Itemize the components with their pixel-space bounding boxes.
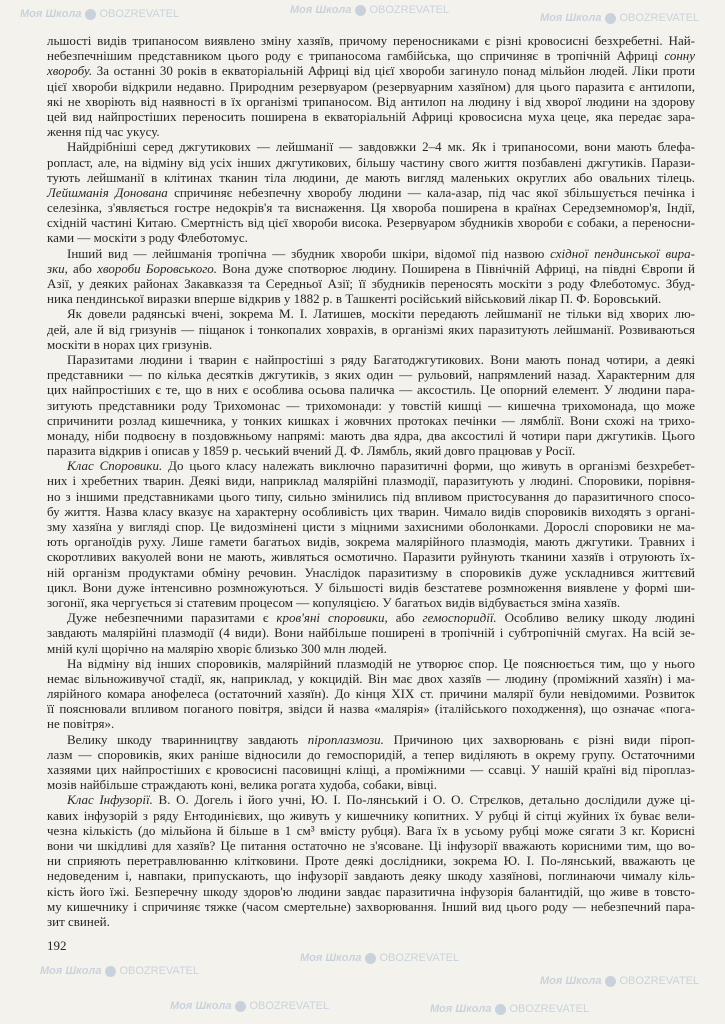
italic-term: Лейшманія Донована	[47, 184, 168, 200]
text-line: хазяями цих найпростіших є кровосисні пасовищні кліщі, а проміжними — ссавці. У нашій країні від піроплаз-	[47, 762, 695, 777]
text-line: вони чи шкідливі для хазяїв? Це питання остаточно не з'ясоване. Ці інфузорії вважають корисними тим, що во-	[47, 837, 695, 853]
text-line	[47, 732, 695, 747]
paragraph	[47, 732, 695, 793]
text-line: скоротливих вакуолей вони не мають, живляться осмотично. Паразити руйнують тканини хазяїв і отруюють їх-	[47, 549, 695, 565]
text-line: ній організм продуктами обміну речовин. Унаслідок паразитизму в споровиків дуже ускладнився життєвий	[47, 564, 695, 580]
text-line: дей, але й від гризунів — піщанок і тонкопалих ховрахів, в організмі яких паразитують лейшманії. Розвиваються	[47, 321, 695, 337]
watermark-logo	[290, 4, 449, 17]
text-line: східній частині Китаю. Смертність від цієї хвороби висока. Резервуаром збудників хвороби є собаки, а переносни-	[47, 215, 695, 231]
watermark-logo	[40, 965, 199, 978]
italic-term: Клас Споровики.	[67, 458, 163, 474]
watermark-text: Моя Школа	[20, 8, 82, 20]
text-line: зогонії, яка чергується зі статевим процесом — копуляцією. У багатьох видів відбувається зміна хазяїв.	[47, 594, 621, 610]
text-line: цей вид найпростіших переносить поширена в екваторіальній Африці кровосисна муха цеце, яка передає зара-	[47, 108, 695, 124]
text-segment: За останні 30 років в екваторіальній Африці від цієї хвороби загинуло понад мільйон людей. Ліки проти	[92, 63, 695, 79]
paragraph	[47, 306, 695, 352]
text-line: немає вільноживучої стадії, як, наприклад, у кокцидій. Він має двох хазяїв — людину (проміжний хазяїн) і ма-	[47, 670, 695, 686]
paragraph	[47, 246, 695, 307]
text-line: цих найпростіших є те, що в них є особлива осьова паличка — аксостиль. Це опорний елемент. У людини пара-	[47, 382, 695, 398]
text-line: ника пендинської виразки вперше відкрив у 1882 р. в Ташкенті російський військовий лікар П. Ф. Боровський.	[47, 291, 662, 307]
watermark-text: Моя Школа	[170, 1000, 232, 1012]
italic-term: Клас Інфузорії.	[67, 792, 153, 808]
text-line: чезна кількість (до мільйона й більше в 1 см³ вмісту рубця). Вага їх в усьому рубці може сягати 3 кг. Корисні	[47, 822, 695, 838]
watermark-logo	[540, 975, 699, 988]
text-line: ками — москіти з роду Флеботомус.	[47, 230, 248, 246]
text-line: зит свиней.	[47, 913, 110, 929]
text-segment: До цього класу належать виключно паразитичні форми, що живуть в організмі безхребет-	[162, 458, 696, 474]
text-line: які не хворіють від наявності в їх організмі трипаносом. Від антилоп на людину і від хворої людини на здорову	[47, 93, 695, 109]
watermark-text: OBOZREVATEL	[619, 12, 700, 24]
text-line: кавих інфузорій з ряду Ентодинієвих, що живуть у кишечнику копитних. У рубці й сітці жуйних їх буває вели-	[47, 807, 695, 823]
italic-term: сонну	[664, 48, 695, 64]
watermark-text: OBOZREVATEL	[369, 4, 450, 16]
text-line: цикл. Вони дуже інтенсивно розмножуються. У більшості видів безстатеве розмноження виявлене у формі ши-	[47, 579, 695, 595]
text-line: зитують представники роду Трихомонас — трихомонади: у товстій кишці — кишечна трихомонада, що може	[47, 397, 695, 413]
paragraph	[47, 656, 695, 732]
watermark-text: OBOZREVATEL	[119, 965, 200, 977]
paragraph	[47, 352, 695, 458]
text-line: На відміну від інших споровиків, малярійний плазмодій не утворює спор. Це пояснюється тим, що у нього	[67, 655, 695, 671]
text-line: її пояснювали впливом поганого повітря, звідси й назва «малярія» (італійського походження), що означає «пога-	[47, 701, 695, 717]
text-line	[47, 185, 695, 200]
text-line: му кишечнику і спричиняє тяжке (часом смертельне) захворювання. Інший вид цього роду — небезпечний пара-	[47, 898, 695, 914]
text-segment: Дуже небезпечними паразитами є	[67, 610, 277, 626]
italic-term: хвороби Боровського.	[97, 260, 218, 276]
text-line: Паразитами людини і тварин є найпростіші з ряду Багатоджгутикових. Вони мають понад чотири, а деякі	[67, 351, 695, 367]
text-line	[47, 63, 695, 78]
text-line: бу життя. Назва класу вказує на характерну особливість цих тварин. Чимало видів споровиків виходять з органі-	[47, 503, 695, 519]
text-line: цієї хвороби відкрили недавно. Природним резервуаром (резервуарним хазяїном) для цього паразита є антилопи,	[47, 78, 695, 94]
watermark-text: OBOZREVATEL	[619, 975, 700, 987]
text-line	[47, 792, 695, 807]
watermark-circle-icon	[105, 966, 116, 977]
text-line: паразита відкрив і описав у 1859 р. чеський вчений Д. Ф. Лямбль, який довго працював у Росії.	[47, 443, 576, 459]
italic-term: гемоспоридії.	[422, 610, 497, 626]
watermark-circle-icon	[235, 1001, 246, 1012]
watermark-logo	[300, 952, 459, 965]
italic-term: східної пендинської вира-	[550, 245, 695, 261]
watermark-text: OBOZREVATEL	[99, 8, 180, 20]
watermark-circle-icon	[365, 953, 376, 964]
watermark-logo	[430, 1003, 589, 1016]
page-number: 192	[47, 938, 67, 953]
text-segment: Інший вид — лейшманія тропічна — збудник хвороби шкіри, відомої під назвою	[67, 245, 551, 261]
text-line: лазм — споровиків, яких раніше відносили до гемоспоридій, а тепер виділяють в окрему групу. Остаточними	[47, 746, 695, 762]
watermark-text: OBOZREVATEL	[249, 1000, 330, 1012]
text-line	[47, 458, 695, 473]
text-line: льшості видів трипаносом виявлено зміну хазяїв, причому переносниками є різні кровосисні безхребетні. Най-	[47, 33, 695, 48]
watermark-circle-icon	[355, 5, 366, 16]
text-line	[47, 610, 695, 625]
text-line: москіти в норах цих гризунів.	[47, 336, 213, 352]
watermark-text: Моя Школа	[540, 975, 602, 987]
watermark-text: Моя Школа	[540, 12, 602, 24]
watermark-text: OBOZREVATEL	[509, 1003, 590, 1015]
text-segment: або	[387, 610, 423, 626]
watermark-logo	[20, 8, 179, 21]
text-line: ропласт, але, на відміну від усіх інших джгутикових, більшу частину свого життя позбавлені джгутиків. Парази-	[47, 154, 695, 170]
text-line: тують лейшманії в клітинах тканин тіла людини, де мають вигляд маленьких округлих або овальних тілець.	[47, 169, 695, 185]
text-line: мній кулі щорічно на малярію хворіє близько 300 млн людей.	[47, 640, 387, 656]
watermark-text: Моя Школа	[430, 1003, 492, 1015]
text-line: недоведеним і, навпаки, припускають, що інфузорії завдають деяку шкоду хазяїнові, поглинаючи чималу кіль-	[47, 868, 695, 884]
text-segment: Велику шкоду тваринництву завдають	[67, 731, 308, 747]
italic-term: кров'яні споровики,	[276, 610, 388, 626]
paragraph	[47, 458, 695, 610]
text-segment: небезпечнішим представником цього роду є трипаносома гамбійська, що спричиняє в тропічній Африці	[47, 48, 665, 64]
text-line: ни сприяють перетравлюванню клітковини. Проте деякі дослідники, зокрема Ю. І. По-лянський, вважають це	[47, 853, 695, 869]
text-line: ють органоїдів руху. Лише гамети багатьох видів, зокрема малярійного плазмодія, мають джгутики. Травних і	[47, 534, 695, 550]
text-line: лярійного комара анофелеса (остаточний хазяїн). До кінця XIX ст. причини малярії були невідомими. Розвиток	[47, 686, 695, 702]
text-segment: В. О. Догель і його учні, Ю. І. По-лянський і О. О. Стрєлков, детально дослідили дуже ці-	[152, 792, 695, 808]
paragraph	[47, 139, 695, 245]
text-line: ження під час укусу.	[47, 124, 160, 140]
text-line: селезінка, з'являється гостре недокрів'я та виснаження. Ця хвороба поширена в країнах Середземномор'я, Індії,	[47, 200, 695, 216]
text-line: но з іншими представниками цього типу, сильно змінились під впливом пристосування до паразитичного спосо-	[47, 488, 695, 504]
italic-term: піроплазмози.	[307, 731, 384, 747]
text-line: них і хребетних тварин. Деякі види, наприклад малярійні плазмодії, паразитують у людині. Споровики, порівня-	[47, 473, 695, 489]
text-line: завдають малярійні плазмодії (4 види). Вони найбільше поширені в тропічній і субтропічній смугах. На всій зе-	[47, 625, 695, 641]
watermark-circle-icon	[85, 9, 96, 20]
text-line	[47, 246, 695, 261]
text-line: мозів найбільше страждають коні, велика рогата худоба, собаки, вівці.	[47, 777, 437, 793]
text-segment: Вона дуже спотворює людину. Поширена в Північній Африці, на півдні Європи й	[217, 260, 695, 276]
watermark-text: Моя Школа	[40, 965, 102, 977]
paragraph	[47, 33, 695, 139]
paragraph	[47, 792, 695, 929]
text-line: Як довели радянські вчені, зокрема М. І. Латишев, москіти передають лейшманії не тільки від хворих лю-	[67, 306, 695, 322]
text-segment: Причиною цих захворювань є різні види піроп-	[383, 731, 695, 747]
text-line	[47, 261, 695, 276]
text-line: Найдрібніші серед джгутикових — лейшманії — завдовжки 2–4 мк. Як і трипаносоми, вони мають блефа-	[67, 139, 695, 155]
watermark-text: Моя Школа	[290, 4, 352, 16]
watermark-text: Моя Школа	[300, 952, 362, 964]
text-segment: спричиняє небезпечну хворобу людини — кала-азар, під час якої збільшується печінка і	[167, 184, 695, 200]
text-line: зму хазяїна у вигляді спор. Це видозмінені цисти з міцними захисними оболонками. Дорослі споровики не ма-	[47, 519, 695, 534]
text-line: кість його їжі. Безперечну шкоду здоров'ю людини завдає паразитична інфузорія балантидій, що живе в товсто-	[47, 883, 695, 899]
italic-term: зки,	[47, 260, 68, 276]
text-line: не повітря».	[47, 716, 115, 732]
text-line: представники — по кілька десятків джгутиків, з яких один — рульовий, напрямлений назад. Характерним для	[47, 367, 695, 383]
text-segment: або	[67, 260, 98, 276]
text-segment: Особливо велику шкоду людині	[496, 610, 695, 626]
watermark-circle-icon	[495, 1004, 506, 1015]
text-line: спричинити розлад кишечника, у тонких кишках і жовчних протоках печінки — лямблії. Вони схожі на трихо-	[47, 412, 695, 428]
paragraph	[47, 610, 695, 656]
italic-term: хворобу.	[47, 63, 93, 79]
text-line: монаду, ніби подвоєну в поздовжньому напрямі: мають два ядра, два аксостилі й чотири пари джгутиків. Цього	[47, 427, 695, 443]
text-line	[47, 48, 695, 63]
watermark-circle-icon	[605, 13, 616, 24]
watermark-logo	[540, 12, 699, 25]
watermark-logo	[170, 1000, 329, 1013]
text-line: Азії, у деяких районах Закавказзя та Середньої Азії; її збудників переносять москіти з роду Флеботомус. Збуд-	[47, 276, 695, 291]
watermark-circle-icon	[605, 976, 616, 987]
watermark-text: OBOZREVATEL	[379, 952, 460, 964]
document-page-text	[47, 33, 695, 929]
